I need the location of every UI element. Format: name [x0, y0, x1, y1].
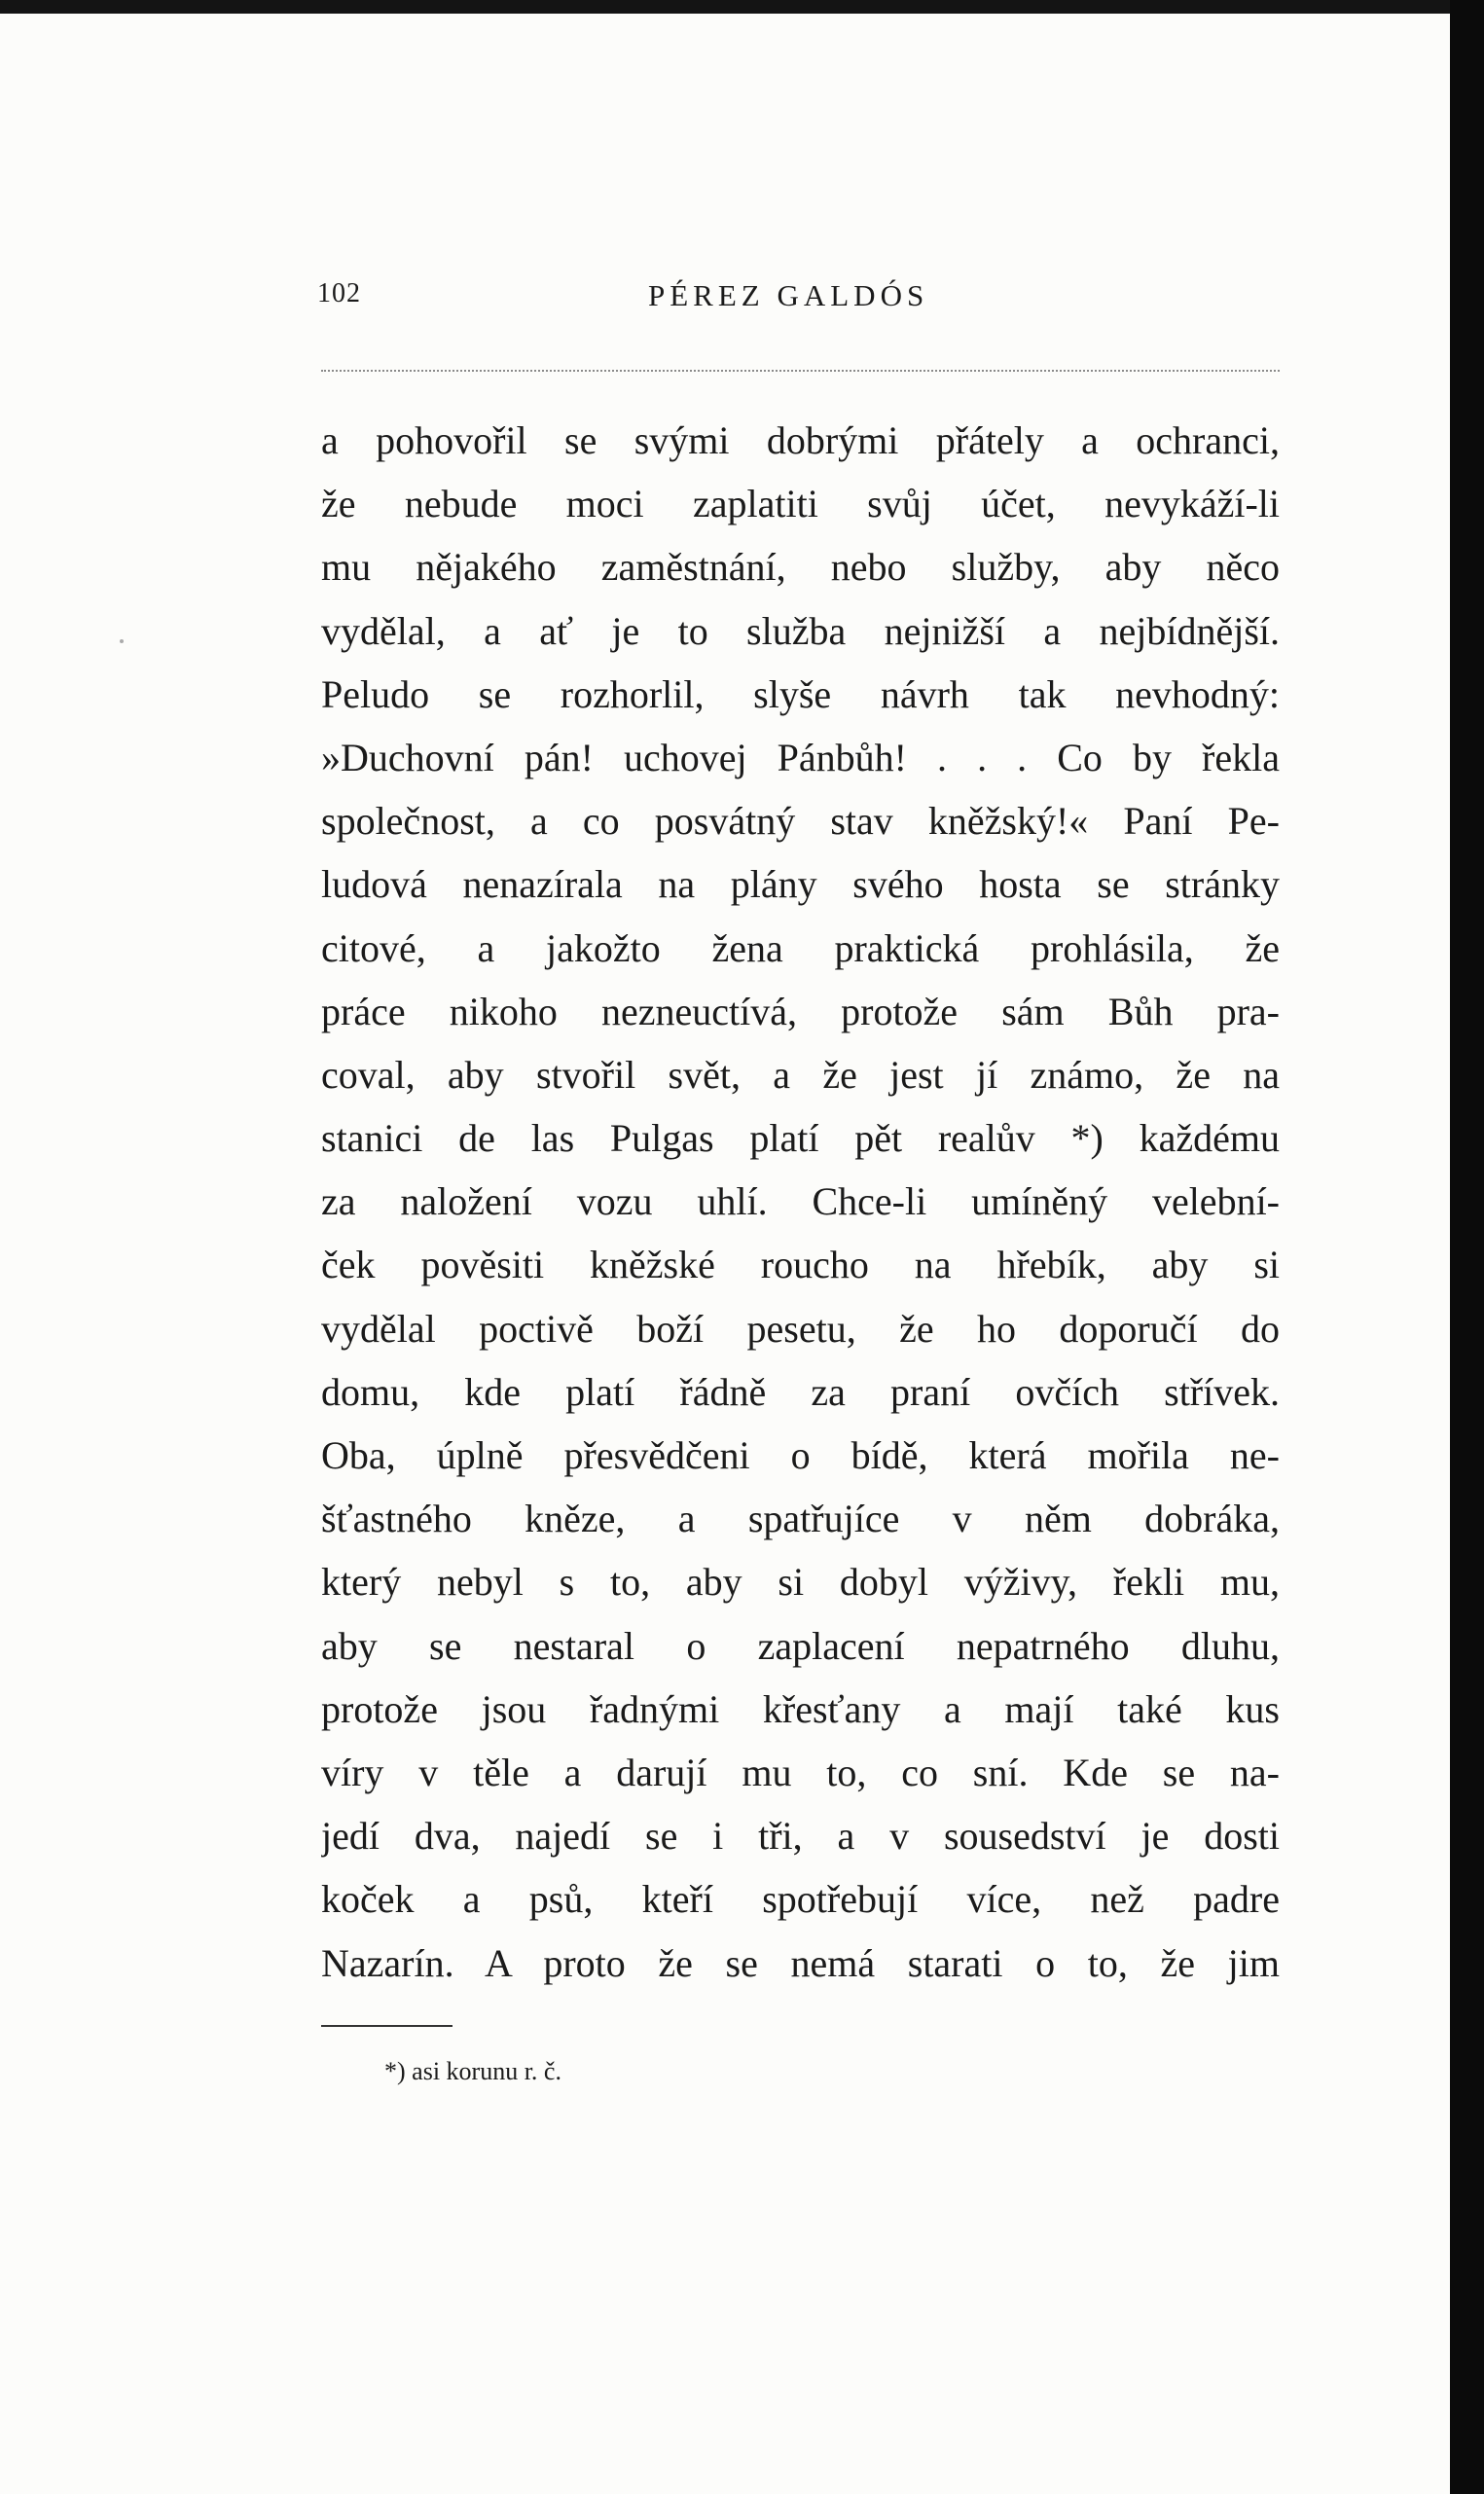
text-line: Oba, úplně přesvědčeni o bídě, která mořila ne-: [321, 1433, 1280, 1477]
text-line: stanici de las Pulgas platí pět realův *) každému: [321, 1116, 1280, 1161]
text-line: jedí dva, najedí se i tři, a v sousedství je dosti: [321, 1814, 1280, 1859]
running-title: PÉREZ GALDÓS: [648, 278, 929, 312]
text-line: za naložení vozu uhlí. Chce-li umíněný velební-: [321, 1179, 1280, 1224]
text-line: ček pověsiti kněžské roucho na hřebík, aby si: [321, 1243, 1280, 1287]
text-line: koček a psů, kteří spotřebují více, než padre: [321, 1877, 1280, 1922]
text-line: a pohovořil se svými dobrými přátely a ochranci,: [321, 418, 1280, 462]
header-rule: [321, 370, 1280, 372]
text-line: aby se nestaral o zaplacení nepatrného dluhu,: [321, 1623, 1280, 1668]
text-line: vydělal poctivě boží pesetu, že ho doporučí do: [321, 1306, 1280, 1351]
page-top-edge: [0, 0, 1450, 14]
page-header: [317, 272, 1290, 321]
text-line: »Duchovní pán! uchovej Pánbůh! . . . Co by řekla: [321, 735, 1280, 779]
text-line: že nebude moci zaplatiti svůj účet, nevykáží-li: [321, 482, 1280, 526]
text-line: Peludo se rozhorlil, slyše návrh tak nevhodný:: [321, 671, 1280, 716]
text-line: domu, kde platí řádně za praní ovčích střívek.: [321, 1369, 1280, 1414]
text-line: víry v těle a darují mu to, co sní. Kde se na-: [321, 1750, 1280, 1794]
text-line: vydělal, a ať je to služba nejnižší a nejbídnější.: [321, 608, 1280, 653]
body-text: [321, 409, 1280, 1995]
text-line: Nazarín. A proto že se nemá starati o to, že jim: [321, 1940, 1280, 1985]
page-number: 102: [317, 278, 361, 308]
text-line: práce nikoho nezneuctívá, protože sám Bůh pra-: [321, 989, 1280, 1033]
footnote: *) asi korunu r. č.: [384, 2057, 561, 2085]
paper-speck: [120, 639, 124, 643]
text-line: ludová nenazírala na plány svého hosta se stránky: [321, 862, 1280, 907]
text-line: protože jsou řadnými křesťany a mají také kus: [321, 1686, 1280, 1731]
text-line: který nebyl s to, aby si dobyl výživy, řekli mu,: [321, 1560, 1280, 1605]
page-right-edge: [1450, 0, 1484, 2494]
text-line: citové, a jakožto žena praktická prohlásila, že: [321, 925, 1280, 970]
text-line: šťastného kněze, a spatřujíce v něm dobráka,: [321, 1497, 1280, 1541]
text-line: společnost, a co posvátný stav kněžský!« Paní Pe-: [321, 799, 1280, 844]
text-line: coval, aby stvořil svět, a že jest jí známo, že na: [321, 1052, 1280, 1097]
footnote-rule: [321, 2025, 452, 2027]
text-line: mu nějakého zaměstnání, nebo služby, aby něco: [321, 545, 1280, 590]
